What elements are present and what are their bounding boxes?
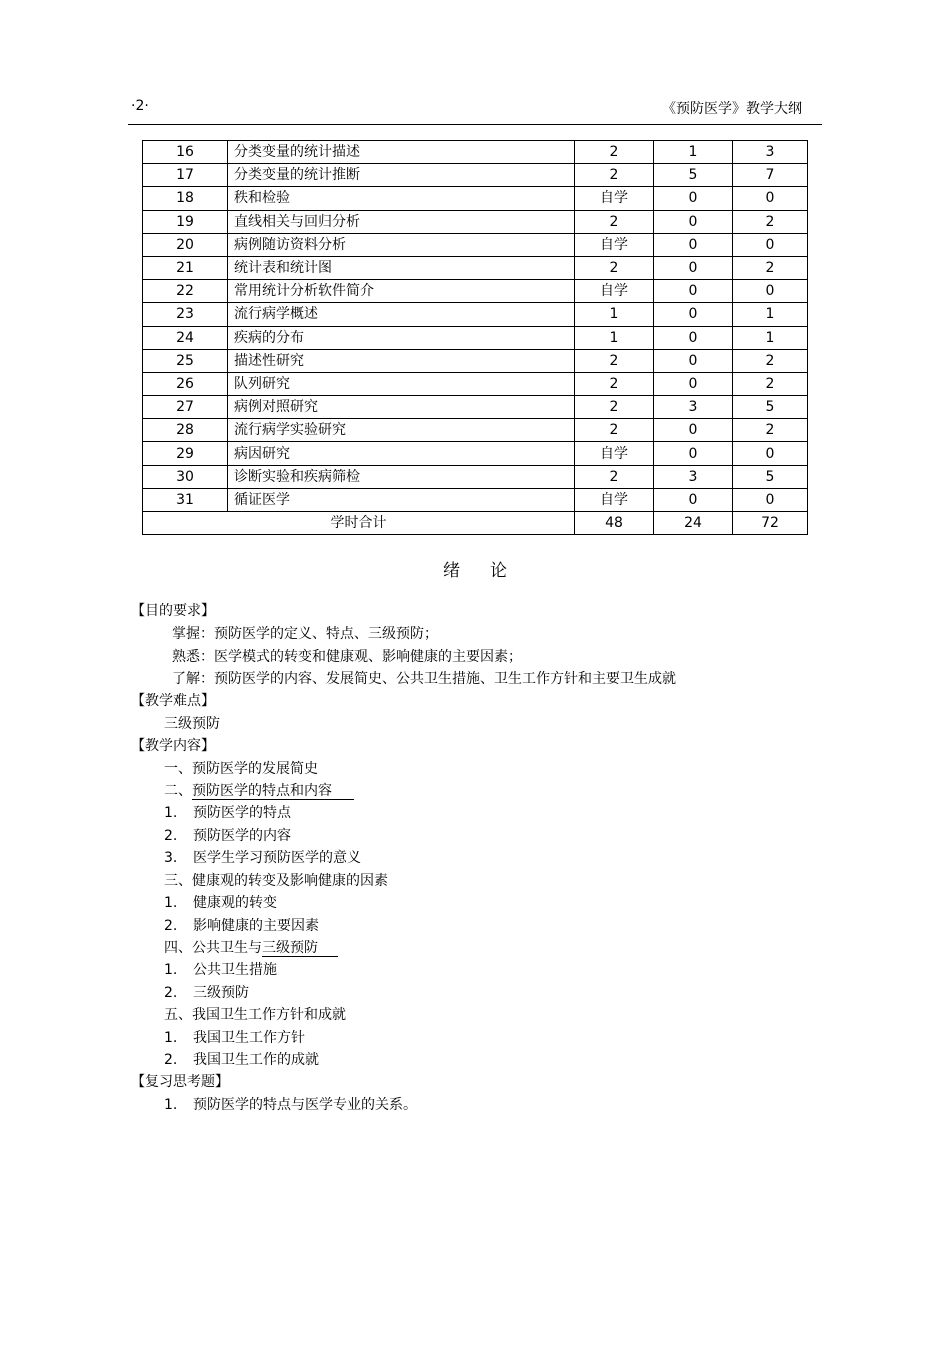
total-hours-cell: 7	[733, 164, 808, 187]
total-hours-cell: 2	[733, 349, 808, 372]
row-number-cell: 27	[143, 396, 228, 419]
content-item-4-2	[164, 984, 249, 1002]
topic-cell: 分类变量的统计描述	[228, 141, 575, 164]
lab-hours-cell: 3	[654, 396, 733, 419]
lecture-hours-cell: 2	[575, 396, 654, 419]
topic-cell: 循证医学	[228, 488, 575, 511]
lab-hours-cell: 0	[654, 488, 733, 511]
total-hours-cell: 5	[733, 465, 808, 488]
lecture-hours-cell: 2	[575, 256, 654, 279]
lecture-hours-cell: 1	[575, 326, 654, 349]
total-lab-cell: 24	[654, 512, 733, 535]
lab-hours-cell: 0	[654, 442, 733, 465]
lecture-hours-cell: 自学	[575, 442, 654, 465]
total-hours-cell: 0	[733, 442, 808, 465]
table-row	[143, 164, 808, 187]
list-text: 健康观的转变	[193, 895, 277, 911]
content-item-4-1	[164, 961, 277, 979]
table-row	[143, 303, 808, 326]
topic-cell: 秩和检验	[228, 187, 575, 210]
lecture-hours-cell: 自学	[575, 233, 654, 256]
objective-understand: 了解：预防医学的内容、发展简史、公共卫生措施、卫生工作方针和主要卫生成就	[172, 671, 676, 687]
topic-cell: 分类变量的统计推断	[228, 164, 575, 187]
page-number: ·2·	[131, 98, 149, 114]
row-number-cell: 16	[143, 141, 228, 164]
total-hours-cell: 0	[733, 233, 808, 256]
review-item-1	[164, 1096, 417, 1114]
row-number-cell: 19	[143, 210, 228, 233]
list-text: 公共卫生措施	[193, 962, 277, 978]
row-number-cell: 18	[143, 187, 228, 210]
topic-cell: 直线相关与回归分析	[228, 210, 575, 233]
section-title: 绪论	[443, 561, 537, 581]
lecture-hours-cell: 1	[575, 303, 654, 326]
table-row	[143, 141, 808, 164]
list-text: 三级预防	[193, 985, 249, 1001]
table-row	[143, 233, 808, 256]
content-heading: 【教学内容】	[131, 738, 215, 754]
lab-hours-cell: 0	[654, 210, 733, 233]
topic-cell: 流行病学概述	[228, 303, 575, 326]
topic-cell: 流行病学实验研究	[228, 419, 575, 442]
content-item-2-prefix: 二、	[164, 783, 192, 799]
lab-hours-cell: 0	[654, 326, 733, 349]
content-item-3-1	[164, 894, 277, 912]
total-hours-cell: 0	[733, 488, 808, 511]
lecture-hours-cell: 2	[575, 372, 654, 395]
lecture-hours-cell: 2	[575, 141, 654, 164]
row-number-cell: 22	[143, 280, 228, 303]
content-item-2-3	[164, 849, 361, 867]
lab-hours-cell: 0	[654, 256, 733, 279]
total-hours-cell: 1	[733, 326, 808, 349]
content-item-2-1	[164, 804, 291, 822]
total-hours-cell: 0	[733, 187, 808, 210]
table-total-row	[143, 512, 808, 535]
difficulty-heading: 【教学难点】	[131, 693, 215, 709]
list-number: 2.	[164, 985, 178, 1001]
content-item-5: 五、我国卫生工作方针和成就	[164, 1007, 346, 1023]
table-row	[143, 280, 808, 303]
total-hours-cell: 2	[733, 256, 808, 279]
objective-master: 掌握：预防医学的定义、特点、三级预防；	[172, 626, 438, 642]
total-hours-cell: 0	[733, 280, 808, 303]
lab-hours-cell: 0	[654, 372, 733, 395]
row-number-cell: 29	[143, 442, 228, 465]
topic-cell: 疾病的分布	[228, 326, 575, 349]
table-row	[143, 465, 808, 488]
content-item-1: 一、预防医学的发展简史	[164, 761, 318, 777]
row-number-cell: 21	[143, 256, 228, 279]
review-heading: 【复习思考题】	[131, 1074, 229, 1090]
lecture-hours-cell: 2	[575, 349, 654, 372]
row-number-cell: 30	[143, 465, 228, 488]
row-number-cell: 26	[143, 372, 228, 395]
list-number: 2.	[164, 1052, 178, 1068]
content-item-3-2	[164, 917, 319, 935]
lecture-hours-cell: 2	[575, 419, 654, 442]
total-lecture-cell: 48	[575, 512, 654, 535]
list-number: 1.	[164, 805, 178, 821]
lecture-hours-cell: 2	[575, 164, 654, 187]
row-number-cell: 31	[143, 488, 228, 511]
total-hours-cell: 2	[733, 372, 808, 395]
row-number-cell: 28	[143, 419, 228, 442]
list-number: 3.	[164, 850, 178, 866]
content-item-2	[164, 782, 354, 800]
list-text: 预防医学的特点	[193, 805, 291, 821]
row-number-cell: 25	[143, 349, 228, 372]
table-row	[143, 372, 808, 395]
lab-hours-cell: 0	[654, 187, 733, 210]
lab-hours-cell: 0	[654, 280, 733, 303]
total-hours-cell: 1	[733, 303, 808, 326]
row-number-cell: 17	[143, 164, 228, 187]
total-label-cell: 学时合计	[143, 512, 575, 535]
lab-hours-cell: 1	[654, 141, 733, 164]
lab-hours-cell: 0	[654, 419, 733, 442]
lecture-hours-cell: 2	[575, 210, 654, 233]
table-row	[143, 256, 808, 279]
table-row	[143, 210, 808, 233]
total-hours-cell: 3	[733, 141, 808, 164]
header-rule	[128, 124, 822, 125]
topic-cell: 常用统计分析软件简介	[228, 280, 575, 303]
table-row	[143, 396, 808, 419]
hours-table-body	[143, 141, 808, 535]
content-item-5-1	[164, 1029, 305, 1047]
table-row	[143, 488, 808, 511]
table-row	[143, 326, 808, 349]
list-text: 影响健康的主要因素	[193, 918, 319, 934]
topic-cell: 病例随访资料分析	[228, 233, 575, 256]
lab-hours-cell: 0	[654, 233, 733, 256]
lecture-hours-cell: 自学	[575, 488, 654, 511]
list-text: 我国卫生工作方针	[193, 1030, 305, 1046]
topic-cell: 统计表和统计图	[228, 256, 575, 279]
lab-hours-cell: 0	[654, 303, 733, 326]
content-item-5-2	[164, 1051, 319, 1069]
row-number-cell: 23	[143, 303, 228, 326]
lab-hours-cell: 0	[654, 349, 733, 372]
topic-cell: 描述性研究	[228, 349, 575, 372]
list-text: 预防医学的内容	[193, 828, 291, 844]
objectives-heading: 【目的要求】	[131, 603, 215, 619]
lecture-hours-cell: 2	[575, 465, 654, 488]
list-number: 1.	[164, 895, 178, 911]
total-hours-cell: 2	[733, 419, 808, 442]
content-item-4-prefix: 四、公共卫生与	[164, 940, 262, 956]
topic-cell: 诊断实验和疾病筛检	[228, 465, 575, 488]
topic-cell: 病因研究	[228, 442, 575, 465]
content-item-2-text: 预防医学的特点和内容	[192, 783, 354, 800]
difficulty-item: 三级预防	[164, 716, 220, 732]
row-number-cell: 24	[143, 326, 228, 349]
row-number-cell: 20	[143, 233, 228, 256]
lecture-hours-cell: 自学	[575, 280, 654, 303]
hours-table	[142, 140, 808, 535]
document-title: 《预防医学》教学大纲	[662, 101, 802, 117]
table-row	[143, 442, 808, 465]
lab-hours-cell: 5	[654, 164, 733, 187]
table-row	[143, 349, 808, 372]
lecture-hours-cell: 自学	[575, 187, 654, 210]
content-item-4-text: 三级预防	[262, 940, 338, 957]
table-row	[143, 419, 808, 442]
total-hours-cell: 5	[733, 396, 808, 419]
topic-cell: 队列研究	[228, 372, 575, 395]
list-number: 2.	[164, 918, 178, 934]
list-number: 1.	[164, 1030, 178, 1046]
content-item-3: 三、健康观的转变及影响健康的因素	[164, 873, 388, 889]
topic-cell: 病例对照研究	[228, 396, 575, 419]
list-number: 2.	[164, 828, 178, 844]
grand-total-cell: 72	[733, 512, 808, 535]
list-number: 1.	[164, 1097, 178, 1113]
table-row	[143, 187, 808, 210]
list-text: 我国卫生工作的成就	[193, 1052, 319, 1068]
list-text: 医学生学习预防医学的意义	[193, 850, 361, 866]
content-item-2-2	[164, 827, 291, 845]
lab-hours-cell: 3	[654, 465, 733, 488]
objective-familiar: 熟悉：医学模式的转变和健康观、影响健康的主要因素；	[172, 649, 522, 665]
content-item-4	[164, 939, 338, 957]
total-hours-cell: 2	[733, 210, 808, 233]
list-text: 预防医学的特点与医学专业的关系。	[193, 1097, 417, 1113]
list-number: 1.	[164, 962, 178, 978]
